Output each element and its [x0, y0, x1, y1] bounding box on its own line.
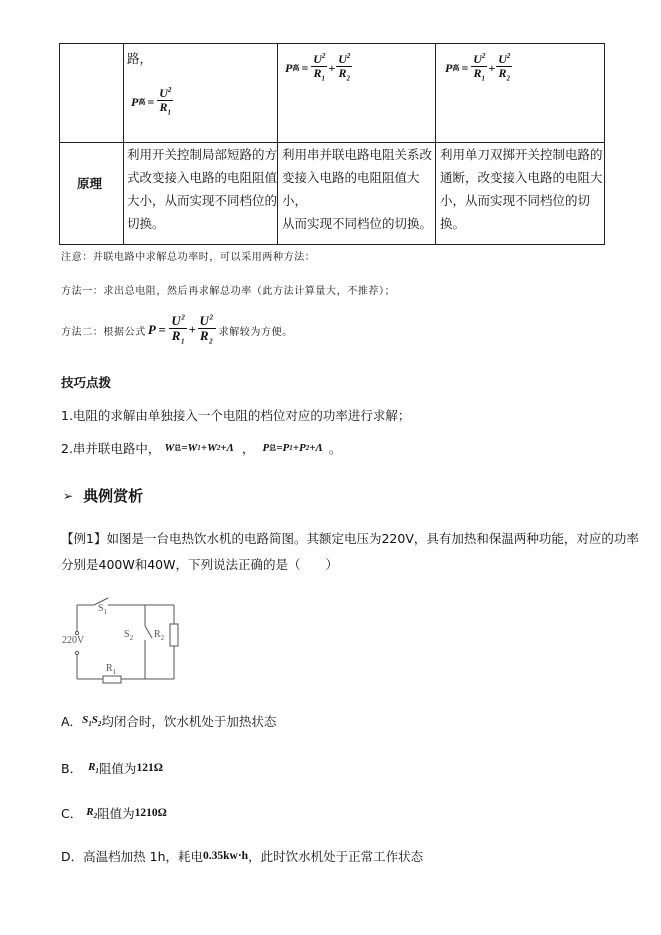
section-heading — [63, 485, 143, 506]
arrow-bullet-icon: ➢ — [63, 488, 74, 503]
option-b-text: 阻值为 — [98, 761, 137, 776]
note-line-3: 方法二：根据公式 P = $\frac{U^2}{R_1}$ + $\frac{U^2}{R_2}$ 求解较为方便。 — [61, 313, 293, 346]
table-row-label-principle: 原理 — [77, 176, 103, 191]
table-r1c1-prefix: 路， — [127, 51, 153, 66]
option-c-formula: $R_2$ — [86, 805, 98, 821]
option-d-label: D． — [61, 849, 84, 864]
option-b-value: 121Ω — [136, 762, 163, 774]
option-a-formula: $S_1S_2$ — [82, 713, 102, 729]
note-line-2: 方法一：求出总电阻，然后再求解总功率（此方法计算量大，不推荐）； — [61, 286, 396, 297]
example-line-2: 分别是400W和40W，下列说法正确的是（ ） — [61, 557, 338, 572]
option-a[interactable] — [61, 712, 276, 730]
table-r2c3-text: 利用单刀双掷开关控制电路的 通断，改变接入电路的电阻大 小，从而实现不同档位的切换。 — [440, 147, 603, 231]
label-r2: $R_2$ — [154, 629, 165, 642]
tips-heading: 技巧点拨 — [61, 375, 112, 390]
note-line-1: 注意：并联电路中求解总功率时，可以采用两种方法： — [61, 252, 316, 263]
tips-formula-p: P 总 = P 1 + P 2 + Λ — [262, 442, 323, 454]
circuit-diagram — [60, 592, 190, 692]
example-line-1: 【例1】如图是一台电热饮水机的电路简图。其额定电压为220V，具有加热和保温两种功能，对应的功率 — [61, 531, 639, 546]
option-a-text: 均闭合时，饮水机处于加热状态 — [101, 714, 277, 729]
label-s1: $S_1$ — [98, 603, 108, 616]
option-b-label: B． — [61, 761, 83, 776]
option-c-value: 1210Ω — [134, 807, 167, 819]
option-c-label: C． — [61, 806, 83, 821]
tips-formula-w: W 总 = W 1 + W 2 + Λ — [164, 442, 234, 454]
option-d-text-2: ，此时饮水机处于正常工作状态 — [248, 849, 424, 864]
label-voltage: 220V — [62, 635, 85, 646]
table-r2c2-text: 利用串并联电路电阻关系改 变接入电路的电阻阻值大小， 从而实现不同档位的切换。 — [282, 147, 433, 231]
option-a-label: A． — [61, 714, 83, 729]
option-d-value: 0.35kw·h — [203, 850, 249, 862]
circuit-table — [59, 43, 605, 245]
label-s2: $S_2$ — [124, 629, 134, 642]
option-b-formula: $R_1$ — [88, 760, 99, 776]
table-r2c1-text: 利用开关控制局部短路的方 式改变接入电路的电阻阻值 大小，从而实现不同档位的 切换。 — [127, 147, 278, 231]
tips-item-2: 2.串并联电路中， W 总 = W 1 + W 2 + Λ ， P 总 = P 1 + P 2 + Λ 。 — [61, 441, 342, 456]
table-r1c1-formula: P 高 = $\frac{U^2}{R_1}$ — [131, 86, 172, 117]
note-formula: P = $\frac{U^2}{R_1}$ + $\frac{U^2}{R_2}$ — [147, 313, 214, 346]
option-c-text: 阻值为 — [97, 806, 135, 821]
label-r1: $R_1$ — [106, 663, 117, 676]
section-title: 典例赏析 — [83, 487, 144, 505]
option-d-text: 高温档加热 1h，耗电 — [83, 849, 203, 864]
table-r1c2-formula: P 高 = $\frac{U^2}{R_1}$ + $\frac{U^2}{R_2}$ — [285, 52, 351, 83]
table-r1c3-formula: P 高 = $\frac{U^2}{R_1}$ + $\frac{U^2}{R_2}$ — [445, 52, 511, 83]
option-b[interactable] — [61, 759, 163, 777]
option-c[interactable] — [61, 804, 167, 822]
tips-item-1: 1.电阻的求解由单独接入一个电阻的档位对应的功率进行求解； — [61, 408, 411, 423]
option-d[interactable] — [61, 847, 423, 865]
